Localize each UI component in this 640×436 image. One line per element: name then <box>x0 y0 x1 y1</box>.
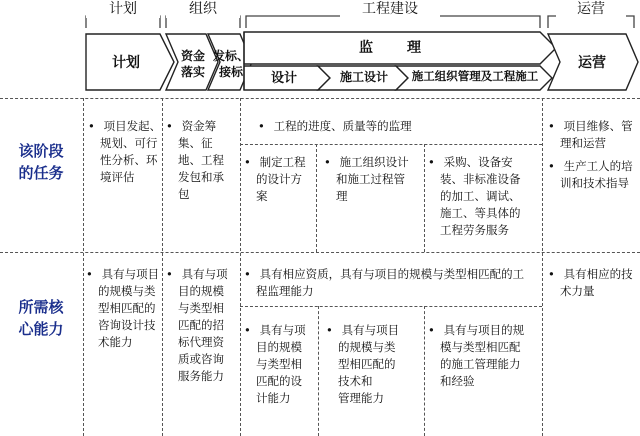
divider-supervision-ability <box>240 306 542 307</box>
arrow-label-plan: 计划 <box>112 55 140 71</box>
divider-supervision-task <box>240 144 542 145</box>
ability-design: • 具有与项 目的规模 与类型相 匹配的设 计能力 <box>244 322 328 407</box>
arrow-label-design: 设计 <box>270 71 297 86</box>
row-header-tasks: 该阶段 的任务 <box>18 142 64 182</box>
col-line-1 <box>83 98 84 436</box>
task-construction-org: • 采购、设备安 装、非标准设备 的加工、调试、 施工、等具体的 工程劳务服务 <box>428 154 552 239</box>
arrow-label-ops: 运营 <box>578 55 606 71</box>
arrow-label-bidding: 发标、 接标 <box>212 49 249 79</box>
task-supervision: • 工程的进度、质量等的监理 <box>258 118 550 135</box>
ability-supervision: • 具有相应资质，具有与项目的规模与类型相匹配的工 程监理能力 <box>244 266 552 300</box>
task-design: • 制定工程 的设计方 案 <box>244 154 326 205</box>
task-ops-2: • 生产工人的培 训和技术指导 <box>548 158 640 192</box>
task-construction-design: • 施工组织设计 和施工过程管 理 <box>324 154 434 205</box>
divider-middle <box>0 252 640 253</box>
phase-label-plan: 计划 <box>86 0 160 18</box>
ability-construction-design: • 具有与项目 的规模与类 型相匹配的 技术和 管理能力 <box>326 322 434 407</box>
ability-construction-org: • 具有与项目的规 模与类型相匹配 的施工管理能力 和经验 <box>428 322 552 390</box>
phase-label-org: 组织 <box>166 0 240 18</box>
phase-label-construction: 工程建设 <box>340 0 440 18</box>
arrow-label-supervision: 监 理 <box>358 40 422 56</box>
task-plan: • 项目发起、 规划、可行 性分析、环 境评估 <box>88 118 172 186</box>
task-ops-1: • 项目维修、管 理和运营 <box>548 118 640 152</box>
ability-org: • 具有与项 目的规模 与类型相 匹配的招 标代理资 质或咨询 服务能力 <box>166 266 250 385</box>
ability-ops: • 具有相应的技 术力量 <box>548 266 640 300</box>
ability-plan: • 具有与项目 的规模与类 型相匹配的 咨询设计技 术能力 <box>86 266 172 351</box>
divider-top <box>0 98 640 99</box>
task-org: • 资金筹 集、征 地、工程 发包和承 包 <box>166 118 250 203</box>
arrow-label-funding: 资金 落实 <box>180 49 205 79</box>
arrow-label-construction-org: 施工组织管理及工程施工 <box>411 69 539 83</box>
row-header-abilities: 所需核 心能力 <box>18 298 64 338</box>
phase-label-ops: 运营 <box>556 0 626 18</box>
arrow-label-construction-design: 施工设计 <box>339 70 388 84</box>
